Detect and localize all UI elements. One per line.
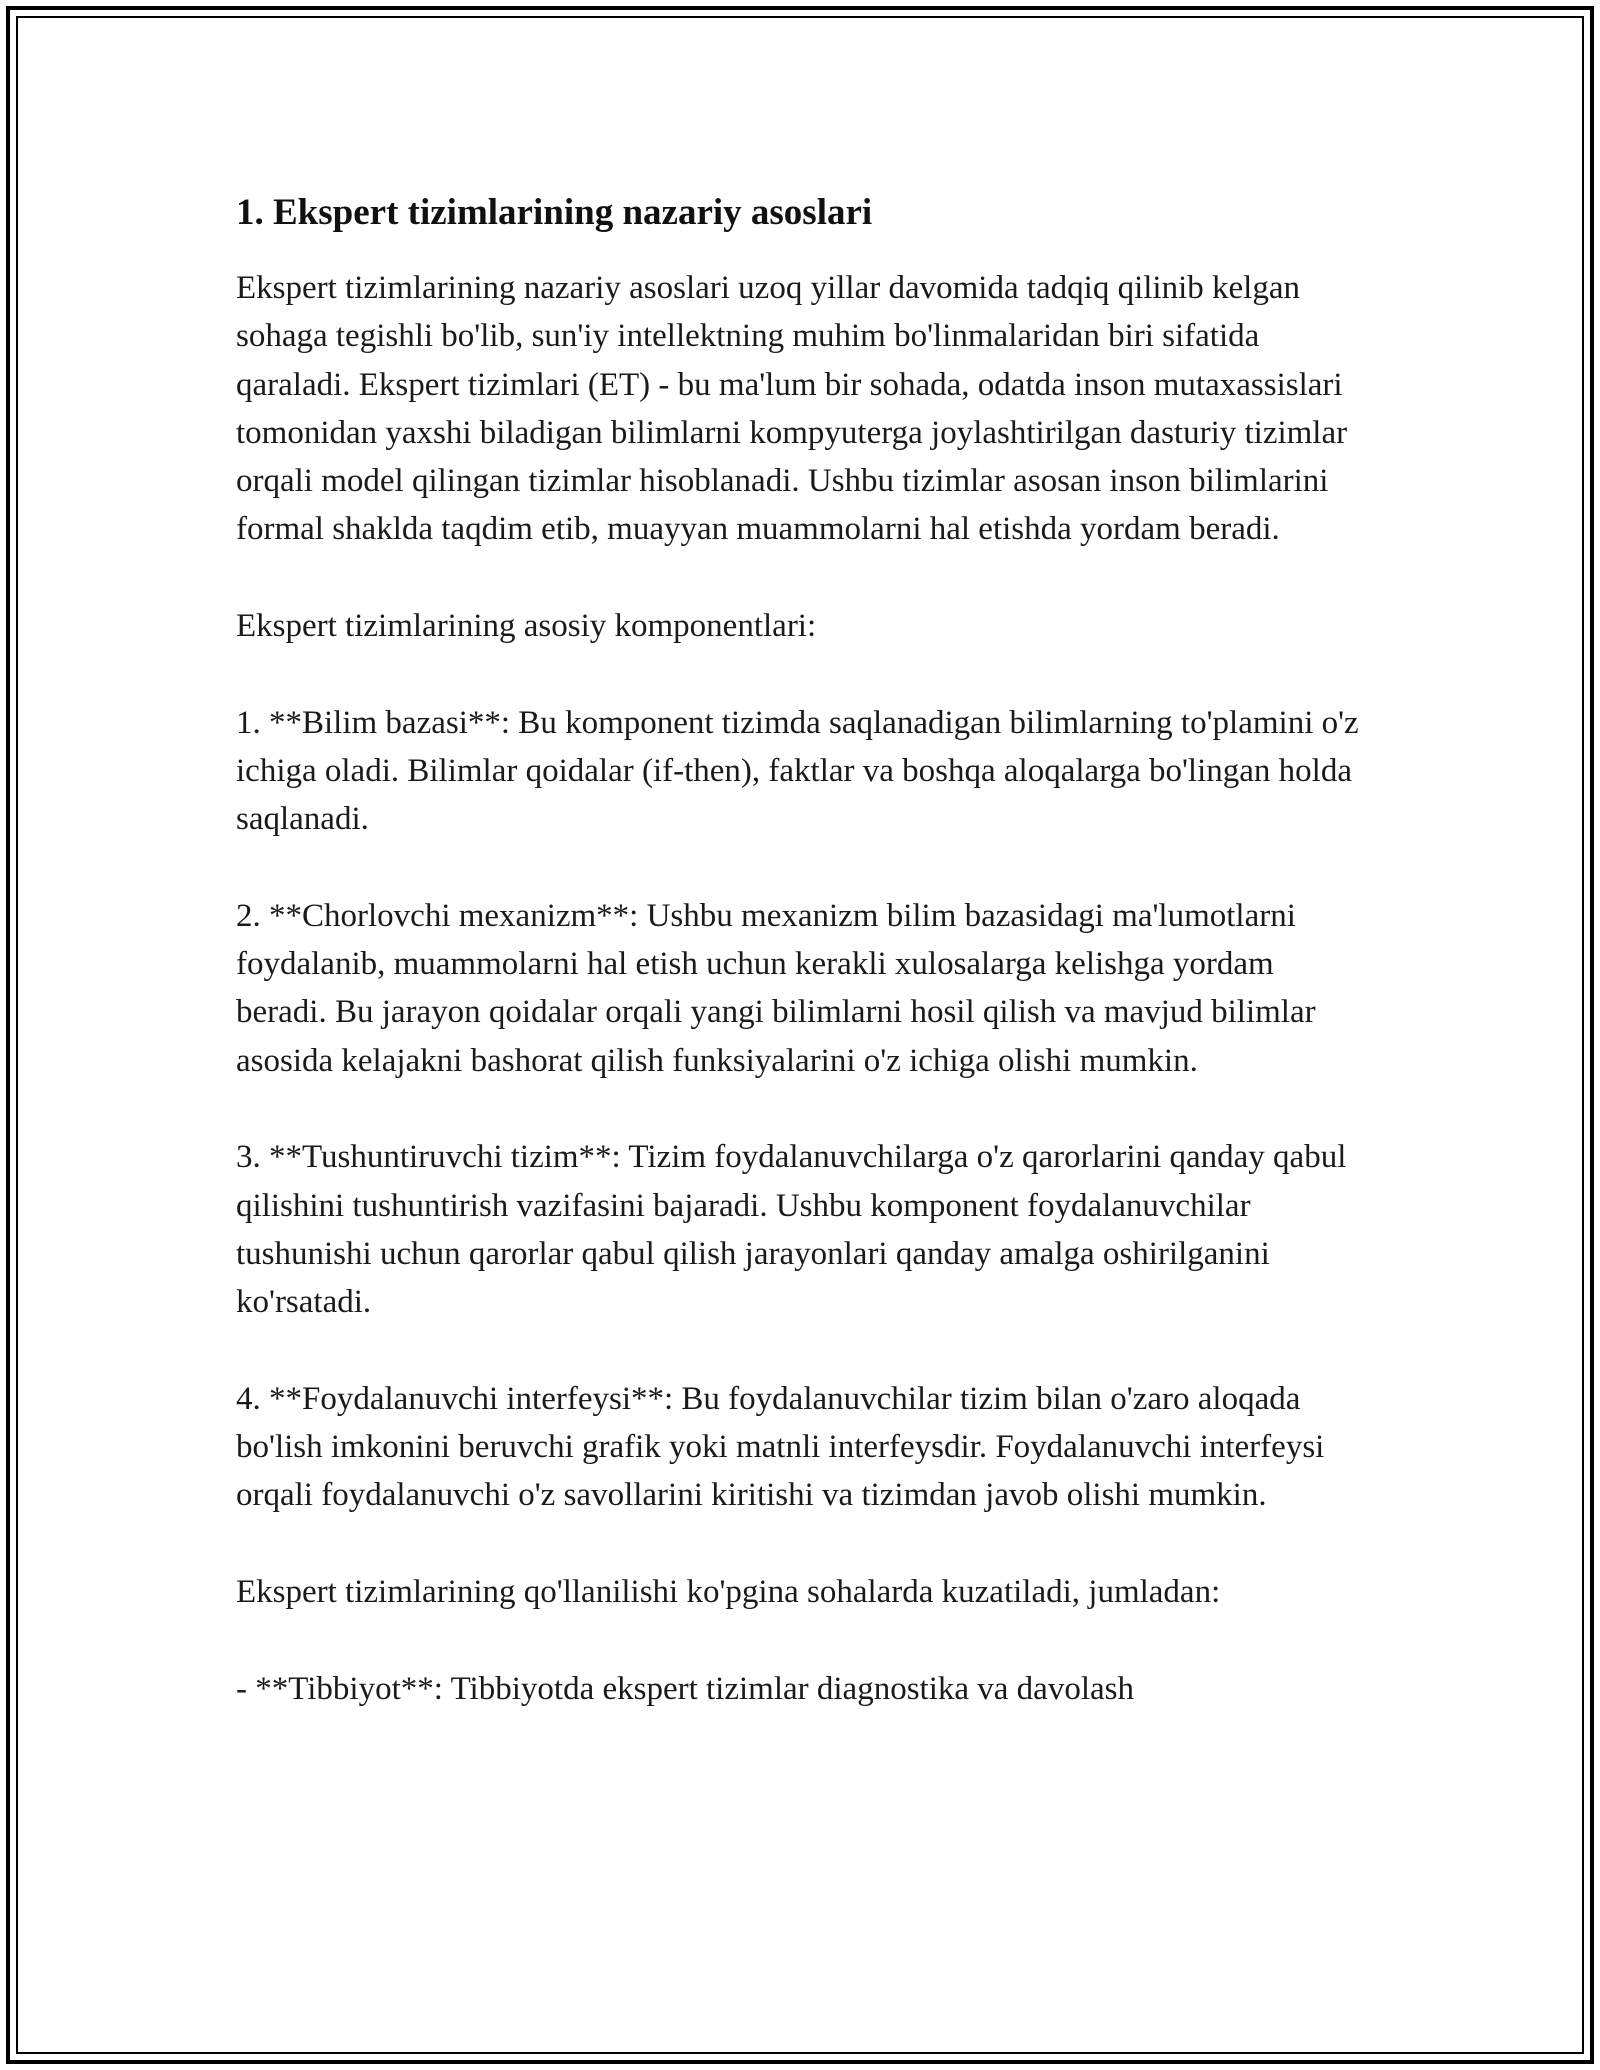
component-explanation-system-paragraph: 3. **Tushuntiruvchi tizim**: Tizim foydalanuvchilarga o'z qarorlarini qanday qabul qilishini tushuntirish vazifasini bajaradi. Ushbu komponent foydalanuvchilar tushunishi uchun qarorlar qabul qilish jarayonlari qanday amalga oshirilganini ko'rsatadi. [236,1139,1347,1321]
intro-paragraph: Ekspert tizimlarining nazariy asoslari uzoq yillar davomida tadqiq qilinib kelgan sohaga tegishli bo'lib, sun'iy intellektning muhim bo'linmalaridan biri sifatida qaraladi. Ekspert tizimlari (ET) - bu ma'lum bir sohada, odatda inson mutaxassislari tomonidan yaxshi biladigan bilimlarni kompyuterga joylashtirilgan dasturiy tizimlar orqali model qilingan tizimlar hisoblanadi. Ushbu tizimlar asosan inson bilimlarini formal shaklda taqdim etib, muayyan muammolarni hal etishda yordam beradi. [236,270,1348,548]
document-content [236,186,1366,1761]
applications-intro-paragraph: Ekspert tizimlarining qo'llanilishi ko'pgina sohalarda kuzatiladi, jumladan: [236,1574,1221,1611]
component-user-interface-paragraph: 4. **Foydalanuvchi interfeysi**: Bu foydalanuvchilar tizim bilan o'zaro aloqada bo'lish imkonini beruvchi grafik yoki matnli interfeysdir. Foydalanuvchi interfeysi orqali foydalanuvchi o'z savollarini kiritishi va tizimdan javob olishi mumkin. [236,1380,1325,1514]
component-inference-engine-paragraph: 2. **Chorlovchi mexanizm**: Ushbu mexanizm bilim bazasidagi ma'lumotlarni foydalanib, muammolarni hal etish uchun kerakli xulosalarga kelishga yordam beradi. Bu jarayon qoidalar orqali yangi bilimlarni hosil qilish va mavjud bilimlar asosida kelajakni bashorat qilish funksiyalarini o'z ichiga olishi mumkin. [236,897,1316,1079]
application-medicine-paragraph: - **Tibbiyot**: Tibbiyotda ekspert tizimlar diagnostika va davolash [236,1670,1134,1707]
component-knowledge-base-paragraph: 1. **Bilim bazasi**: Bu komponent tizimda saqlanadigan bilimlarning to'plamini o'z ichiga oladi. Bilimlar qoidalar (if-then), faktlar va boshqa aloqalarga bo'lingan holda saqlanadi. [236,704,1359,838]
document-title: 1. Ekspert tizimlarining nazariy asoslari [236,192,873,233]
components-heading-paragraph: Ekspert tizimlarining asosiy komponentlari: [236,608,817,645]
